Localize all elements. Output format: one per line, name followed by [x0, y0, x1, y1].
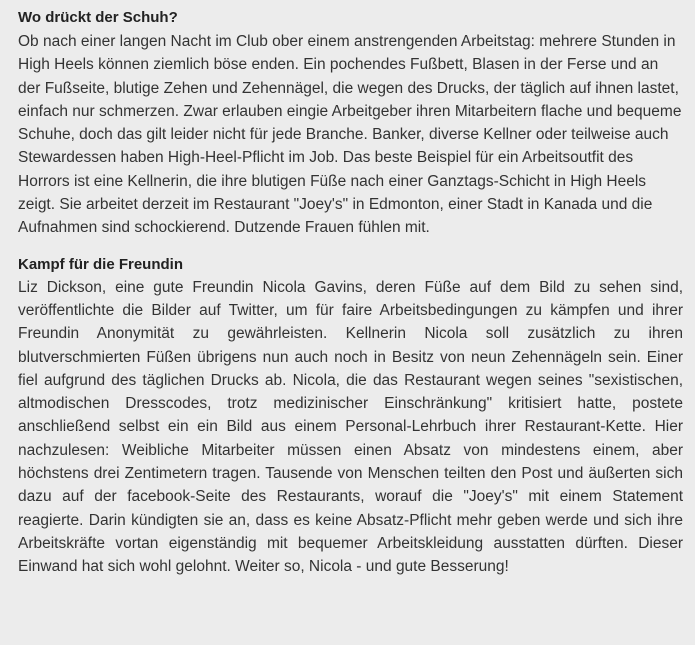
- section-heading: Wo drückt der Schuh?: [18, 9, 178, 26]
- section-paragraph: Liz Dickson, eine gute Freundin Nicola Gavins, deren Füße auf dem Bild zu sehen sind, veröffentlichte die Bilder auf Twitter, um für faire Arbeitsbedingungen zu kämpfen und ihrer Freundin Anonymität zu gewährleisten. Kellnerin Nicola soll zusätzlich zu ihren blutverschmierten Füßen übrigens nun auch noch in Besitz von neun Zehennägeln sein. Einer fiel aufgrund des täglichen Drucks ab. Nicola, die das Restaurant wegen seines "sexistischen, altmodischen Dresscodes, trotz medizinischer Einschränkung" kritisiert hatte, postete anschließend selbst ein ein Bild aus einem Personal-Lehrbuch ihrer Restaurant-Kette. Hier nachzulesen: Weibliche Mitarbeiter müssen einen Absatz von mindestens einem, aber höchstens drei Zentimetern tragen. Tausende von Menschen teilten den Post und äußerten sich dazu auf der facebook-Seite des Restaurants, worauf die "Joey's" mit einem Statement reagierte. Darin kündigten sie an, dass es keine Absatz-Pflicht mehr geben werde und sich ihre Arbeitskräfte vortan eigenständig mit bequemer Arbeitskleidung ausstatten dürften. Dieser Einwand hat sich wohl gelohnt. Weiter so, Nicola - und gute Besserung!: [18, 278, 683, 576]
- section-heading: Kampf für die Freundin: [18, 255, 183, 273]
- article-section-wo-drueckt-der-schuh: [18, 8, 683, 240]
- section-paragraph: Ob nach einer langen Nacht im Club ober einem anstrengenden Arbeitstag: mehrere Stunden in High Heels können ziemlich böse enden. Ein pochendes Fußbett, Blasen in der Ferse und an der Fußseite, blutige Zehen und Zehennägel, die wegen des Drucks, der täglich auf ihnen lastet, einfach nur schmerzen. Zwar erlauben eingie Arbeitgeber ihren Mitarbeitern flache und bequeme Schuhe, doch das gilt leider nicht für jede Branche. Banker, diverse Kellner oder teilweise auch Stewardessen haben High-Heel-Pflicht im Job. Das beste Beispiel für ein Arbeitsoutfit des Horrors ist eine Kellnerin, die ihre blutigen Füße nach einer Ganztags-Schicht in High Heels zeigt. Sie arbeitet derzeit im Restaurant "Joey's" in Edmonton, einer Stadt in Kanada und die Aufnahmen sind schockierend. Dutzende Frauen fühlen mit.: [18, 33, 682, 237]
- article-section-kampf-fuer-die-freundin: [18, 255, 683, 579]
